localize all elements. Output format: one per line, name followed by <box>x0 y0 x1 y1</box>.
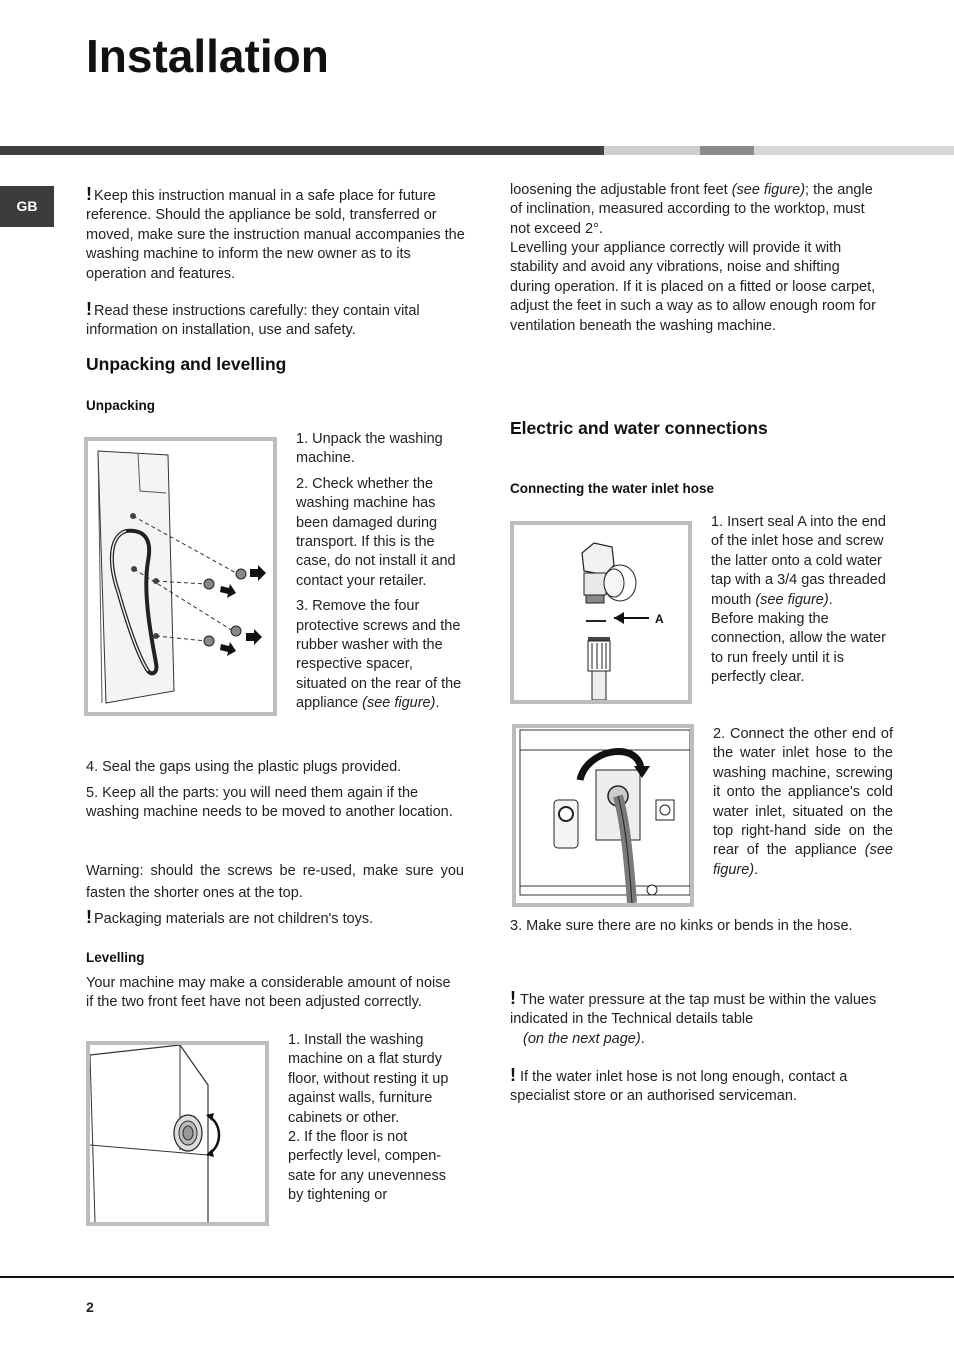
rear-panel-illustration <box>88 441 273 712</box>
heading-levelling: Levelling <box>86 950 145 965</box>
header-rule-dark <box>0 146 604 155</box>
heading-electric-water: Electric and water connections <box>510 418 768 438</box>
intro-note-2: ! Read these instructions carefully: they contain vital information on installation, use and safety. <box>86 299 420 339</box>
levelling-step-2: 2. If the floor is not perfectly level, compen- sate for any unevenness by tightening or <box>288 1129 446 1204</box>
unpack-step-2: 2. Check whether the washing machine has been damaged during transport. If this is the case, do not install it and contact your retailer. <box>296 475 456 589</box>
screw-warning: Warning: should the screws be re-used, make sure you fasten the shorter ones at the top. <box>86 863 464 901</box>
exclamation-icon: ! <box>86 299 92 319</box>
pressure-note: ! The water pressure at the tap must be within the values indicated in the Technical details table (on the next page). <box>510 988 877 1047</box>
unpack-step-5: 5. Keep all the parts: you will need them again if the washing machine needs to be moved to another location. <box>86 785 453 821</box>
footer-rule <box>0 1276 954 1278</box>
levelling-steps <box>288 1031 464 1206</box>
heading-inlet-hose: Connecting the water inlet hose <box>510 481 715 496</box>
figure-water-tap <box>510 521 692 704</box>
exclamation-icon: ! <box>86 184 92 204</box>
language-tab: GB <box>0 186 54 227</box>
inlet-step-2: 2. Connect the other end of the water inlet hose to the washing machine, screwing it onto the appliance's cold water inlet, situated on the top right-hand side on the rear of the appliance (see figure). <box>713 726 893 878</box>
header-rule-light <box>604 146 700 155</box>
heading-unpacking-levelling: Unpacking and levelling <box>86 354 287 374</box>
intro-note-1: ! Keep this instruction manual in a safe place for future reference. Should the appliance be sold, transferred or moved, make sure the instruction manual accompanies the washing machine to inform the new owner as to its operation and features. <box>86 184 465 282</box>
inlet-illustration <box>516 728 690 903</box>
levelling-continuation: loosening the adjustable front feet (see figure); the angle of inclination, measured according to the worktop, must not exceed 2°. <box>510 182 873 237</box>
figure-adjustable-foot <box>86 1041 269 1226</box>
inlet-step-3: 3. Make sure there are no kinks or bends in the hose. <box>510 918 853 934</box>
levelling-benefit: Levelling your appliance correctly will provide it with stability and avoid any vibrations, noise and shifting during operation. If it is placed on a fitted or loose carpet, adjust the feet in such a way as to allow enough room for ventilation beneath the washing machine. <box>510 240 876 334</box>
heading-unpacking: Unpacking <box>86 398 156 413</box>
header-rule-mid <box>700 146 754 155</box>
page-title: Installation <box>86 30 329 82</box>
label-seal-a: A <box>655 612 664 626</box>
hose-length-note: ! If the water inlet hose is not long enough, contact a specialist store or an authorised serviceman. <box>510 1065 848 1105</box>
unpack-step-3: 3. Remove the four protective screws and the rubber washer with the respective spacer, situated on the rear of the appliance (see figure). <box>296 598 462 712</box>
unpack-step-4: 4. Seal the gaps using the plastic plugs provided. <box>86 759 402 775</box>
levelling-intro: Your machine may make a considerable amount of noise if the two front feet have not been adjusted correctly. <box>86 975 451 1011</box>
unpacking-steps <box>296 430 464 714</box>
levelling-step-1: 1. Install the washing machine on a flat sturdy floor, without resting it up against walls, furniture cabinets or other. <box>288 1032 449 1126</box>
figure-rear-screws <box>84 437 277 716</box>
page-number: 2 <box>86 1299 94 1315</box>
figure-appliance-inlet <box>512 724 694 907</box>
exclamation-icon: ! <box>510 1065 516 1085</box>
packaging-note: ! Packaging materials are not children's toys. <box>86 907 374 927</box>
exclamation-icon: ! <box>510 988 516 1008</box>
unpack-step-1: 1. Unpack the washing machine. <box>296 431 443 467</box>
exclamation-icon: ! <box>86 907 92 927</box>
header-rule-light-end <box>754 146 954 155</box>
inlet-step-1-after: Before making the connection, allow the water to run freely until it is perfectly clear. <box>711 611 886 686</box>
tap-illustration <box>514 525 688 700</box>
foot-illustration <box>90 1045 265 1222</box>
inlet-step-1: 1. Insert seal A into the end of the inlet hose and screw the latter onto a cold water tap with a 3/4 gas threaded mouth (see figure). Before making the connection, allow the water to run freely until it is perfectly clear. <box>711 513 893 688</box>
